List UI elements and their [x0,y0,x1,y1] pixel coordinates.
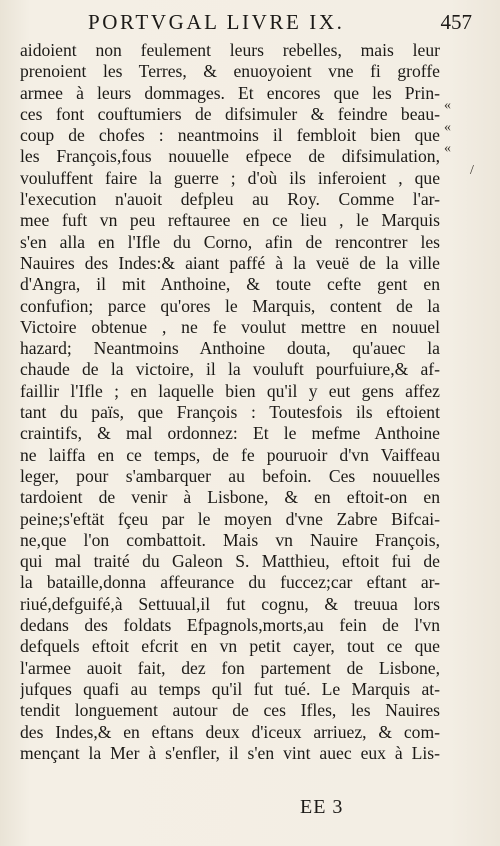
text-line: armee à leurs dommages. Et encores que les Prin- [20,82,440,103]
text-line: confufion; parce qu'ores le Marquis, content de la [20,295,440,316]
text-line: d'Angra, il mit Anthoine, & toute cefte gent en [20,274,440,295]
text-line: ne,que l'on combattoit. Mais vn Nauire François, [20,529,440,550]
body-text [20,40,440,764]
text-line: leger, pour s'ambarquer au befoin. Ces nouuelles [20,465,440,486]
text-line: qui mal traité du Galeon S. Matthieu, eftoit fui de [20,551,440,572]
text-line: riué,defguifé,à Settuual,il fut cognu, & treuua lors [20,593,440,614]
margin-quote-mark: « [444,141,451,156]
margin-quote-mark: « [444,98,451,113]
text-line: Victoire obtenue , ne fe voulut mettre en nouuel [20,316,440,337]
text-line: peine;s'eftät fçeu par le moyen d'vne Zabre Bifcai- [20,508,440,529]
text-line: mençant la Mer à s'enfler, il s'en vint auec eux à Lis- [20,742,440,763]
page-header [82,8,472,34]
text-line: tant du païs, que François : Toutesfois ils eftoient [20,402,440,423]
text-line: les François,fous nouuelle efpece de difsimulation, [20,146,440,167]
text-line: l'armee auoit fait, dez fon partement de Lisbone, [20,657,440,678]
text-line: craintifs, & mal ordonnez: Et le mefme Anthoine [20,423,440,444]
text-line: l'execution n'auoit defpleu au Roy. Comme l'ar- [20,189,440,210]
text-line: hazard; Neantmoins Anthoine douta, qu'auec la [20,338,440,359]
text-line: tendit longuement autour de ces Ifles, les Nauires [20,700,440,721]
page-number: 457 [440,10,472,34]
text-line: s'en alla en l'Ifle du Corno, afin de rencontrer les [20,231,440,252]
text-line: coup de chofes : neantmoins il fembloit bien que [20,125,440,146]
text-line: defquels eftoit efcrit en vn petit cayer, tout ce que [20,636,440,657]
text-line: ces font couftumiers de difsimuler & feindre beau- [20,103,440,124]
running-head: PORTVGAL LIVRE IX. [88,10,345,34]
text-line: des Indes,& en eftans deux d'iceux arriuez, & com- [20,721,440,742]
text-line: aidoient non feulement leurs rebelles, mais leur [20,40,440,60]
margin-slash-mark: / [470,163,474,178]
text-line: Nauires des Indes:& aiant paffé à la veuë de la ville [20,252,440,273]
text-line: ne laiffa en ce temps, de fe pouruoir d'vn Vaiffeau [20,444,440,465]
text-line: vouluffent faire la guerre ; d'où ils inferoient , que [20,167,440,188]
text-line: jufques quafi au temps qu'il fut tué. Le Marquis at- [20,678,440,699]
catchword: EE 3 [300,796,344,818]
margin-quote-mark: « [444,120,451,135]
text-line: la bataille,donna affeurance du fuccez;car eftant ar- [20,572,440,593]
text-line: mee fuft vn peu reftauree en ce lieu , le Marquis [20,210,440,231]
text-line: prenoient les Terres, & enuoyoient vne fi groffe [20,61,440,82]
text-line: dedans des foldats Efpagnols,morts,au fein de l'vn [20,615,440,636]
text-line: tardoient de venir à Lisbone, & en eftoit-on en [20,487,440,508]
text-line: chaude de la victoire, il la vouluft pourfuiure,& af- [20,359,440,380]
text-line: faillir l'Ifle ; en laquelle bien qu'il y eut gens affez [20,380,440,401]
